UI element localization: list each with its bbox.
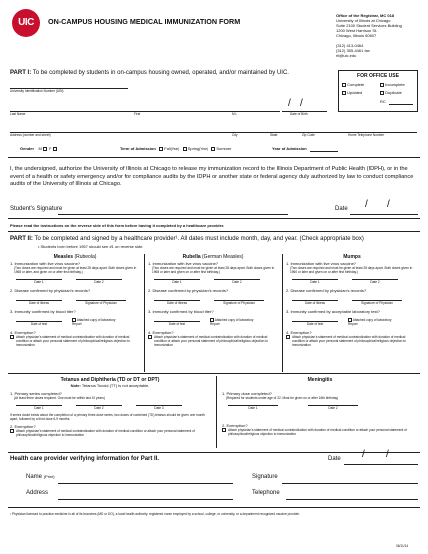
part2-heading (10, 236, 364, 243)
part1-label: PART I: (10, 70, 32, 76)
rubella-exemption (148, 335, 278, 347)
spring-year-hint: (Year) (199, 147, 208, 151)
measles-test-date (16, 318, 62, 326)
address-line: University of Illinois at Chicago (336, 18, 391, 23)
rc-line (389, 104, 413, 105)
provider-signature-input[interactable] (282, 475, 418, 484)
date-slash-2: / (386, 449, 389, 460)
mumps-q1: 1. Immunization with live virus vaccine? (286, 261, 357, 266)
fall-label: Fall (164, 146, 171, 151)
mumps-test-date (292, 318, 338, 326)
uin-input[interactable] (10, 82, 128, 89)
gender-label: Gender (20, 146, 35, 151)
fall-checkbox[interactable] (159, 147, 163, 151)
column-divider (282, 254, 283, 372)
gender-f-label: F (49, 146, 52, 151)
office-updated (342, 90, 362, 95)
mumps-title: Mumps (343, 254, 361, 260)
spring-checkbox[interactable] (183, 147, 187, 151)
term-group (120, 146, 231, 151)
physician-sig-label: Signature of Physician (223, 301, 255, 305)
measles-illness-date (16, 300, 62, 305)
address-input[interactable] (10, 126, 417, 133)
date-label: Date 2 (94, 406, 104, 410)
gender-f-checkbox[interactable] (53, 147, 57, 151)
meningitis-exemption (222, 428, 418, 436)
rubella-subtitle: (German Measles) (202, 254, 244, 260)
date-label: Date 1 (248, 406, 258, 410)
illness-date-label: Date of illness (28, 301, 50, 305)
meningitis-q1-note: (Required for students under age of 22. Must be given on or after 16th birthday) (226, 396, 339, 400)
city-label: City (232, 133, 238, 137)
instructions-note: Please read the instructions on the reverse side of this form before having it completed by a healthcare provider. (10, 223, 225, 228)
student-date-label: Date (335, 206, 348, 212)
meningitis-section (222, 377, 418, 436)
form-title: ON-CAMPUS HOUSING MEDICAL IMMUNIZATION FORM (48, 17, 241, 26)
summer-checkbox[interactable] (211, 147, 215, 151)
print-hint: (Print) (43, 474, 55, 479)
measles-date1 (16, 279, 62, 284)
duplicate-label: Duplicate (385, 90, 402, 95)
provider-title: Health care provider verifying information for Part II. (10, 456, 160, 462)
measles-section (10, 254, 140, 347)
year-admission-label: Year of Admission (272, 146, 307, 151)
student-signature-label: Student's Signature (10, 206, 63, 212)
tetanus-q1-note: (At least three doses required. One must be within last 10 years) (14, 396, 105, 400)
authorization-statement: I, the undersigned, authorize the University of Illinois at Chicago to release my immunization record to the Illinois Department of Public Health (IDPH), or in the event of a health or safety emergency and/or for compliance audits by the IDPH or another state or federal agency duly authorized by law to conduct compliance audits of the University of Illinois at Chicago. (10, 166, 414, 188)
first-name-label: First (134, 112, 141, 116)
provider-address-label: Address (26, 490, 49, 496)
tetanus-date3 (136, 405, 182, 410)
provider-address-input[interactable] (58, 491, 233, 500)
exemption-text: Attach physician's statement of medical contraindication with duration of medical condition or attach your personal statement of philosophical/religious objection to immunization (16, 429, 195, 437)
divider (8, 507, 420, 508)
complete-checkbox[interactable] (342, 83, 346, 87)
rc-label: RC (380, 99, 386, 104)
rubella-q1-note: (Two doses are required and must be given at least 28 days apart. Both doses given in 1968 or later and given on or after first birthday.) (152, 266, 275, 274)
email-address: rtl@uic.edu (336, 53, 357, 58)
measles-subtitle: (Rubeola) (74, 254, 97, 260)
date-label: Date 1 (34, 280, 44, 284)
test-date-label: Date of test (168, 322, 186, 326)
date-label: Date 1 (310, 280, 320, 284)
exemption-text: Attach physician's statement of medical contraindication with duration of medical condition or attach your personal statement of philosophical/religious objection to immunization (292, 335, 406, 348)
measles-date2 (76, 279, 122, 284)
rubella-lab-report (210, 318, 260, 326)
column-divider (216, 376, 217, 448)
rubella-date2 (214, 279, 260, 284)
office-incomplete (380, 82, 405, 87)
tetanus-date2 (76, 405, 122, 410)
divider (8, 218, 420, 219)
tetanus-q1: 1. Primary series completed? (10, 391, 62, 396)
name-input[interactable] (10, 105, 280, 112)
duplicate-checkbox[interactable] (380, 91, 384, 95)
address-line: 1200 West Harrison St. (336, 28, 378, 33)
rubella-physician-sig (214, 300, 264, 305)
test-date-label: Date of test (30, 322, 48, 326)
dob-input[interactable] (282, 105, 327, 112)
uin-label: University Identification Number (UIN) (10, 89, 64, 93)
meningitis-date1 (228, 405, 278, 410)
physician-sig-label: Signature of Physician (85, 301, 117, 305)
exemption-text: Attach physician's statement of medical contraindication with duration of medical condition or attach your personal statement of philosophical/religious objection to immunization (16, 335, 130, 348)
address-line: Chicago, Illinois 60607 (336, 33, 377, 38)
part1-text: To be completed by students in on-campus housing owned, operated, and/or maintained by UIC. (32, 70, 289, 76)
date-slash-1: / (365, 199, 368, 210)
tetanus-exemption (10, 429, 210, 437)
provider-signature-label: Signature (252, 474, 278, 480)
measles-q1: 1. Immunization with live virus vaccine? (10, 261, 81, 266)
divider (8, 452, 420, 453)
summer-label: Summer (216, 146, 232, 151)
mumps-exemption (286, 335, 418, 347)
updated-label: Updated (347, 90, 363, 95)
office-duplicate (380, 90, 402, 95)
mumps-physician-sig (352, 300, 402, 305)
test-date-label: Date of test (306, 322, 324, 326)
mumps-q4: 4. Exemption? (286, 330, 312, 336)
mumps-q3: 3. Immunity confirmed by acceptable laboratory test? (286, 309, 380, 314)
office-use-box (338, 70, 418, 112)
divider (8, 373, 420, 374)
divider (8, 231, 420, 232)
last-name-label: Last Name (10, 112, 26, 116)
fax-number: (312) 355-4461 fax (336, 48, 370, 53)
mi-label: M.I. (232, 112, 238, 116)
exemption-text: Attach physician's statement of medical contraindication with duration of medical condition or attach your personal statement of philosophical/religious objection to immunization (228, 428, 407, 436)
rubella-q1: 1. Immunization with live virus vaccine? (148, 261, 219, 266)
zip-label: Zip Code (302, 133, 315, 137)
provider-footnote: ¹ Physician licensed to practice medicine in all of its branches (MD or DO), a local health authority, registered nurse employed by a school, college, or university, or a department recognized vaccine provider. (10, 512, 300, 516)
tetanus-note-label: Note: (70, 383, 81, 388)
rubella-section (148, 254, 278, 347)
mumps-section (286, 254, 418, 347)
student-date-input[interactable] (350, 206, 418, 215)
measles-q3: 3. Immunity confirmed by blood titer? (10, 309, 76, 314)
provider-telephone-input[interactable] (286, 491, 418, 500)
mumps-q1-note: (Two doses are required and must be given at least 28 days apart. Both doses given in 1960 or later and given on or after first birthday.) (290, 266, 413, 274)
lab-report-label: Attached copy of laboratory Report (348, 318, 392, 327)
date-label: Date 2 (94, 280, 104, 284)
exemption-checkbox[interactable] (10, 429, 14, 433)
measles-q2: 2. Disease confirmed by physician's records? (10, 288, 91, 293)
rubella-q2: 2. Disease confirmed by physician's records? (148, 288, 229, 293)
uic-logo: UIC (12, 9, 40, 37)
rubella-date1 (154, 279, 200, 284)
provider-telephone-label: Telephone (252, 490, 280, 496)
dob-slash-1: / (288, 98, 291, 109)
mumps-date1 (292, 279, 338, 284)
phone-number: (312) 413-0464 (336, 43, 364, 48)
date-label: Date 2 (328, 406, 338, 410)
mumps-q2: 2. Disease confirmed by physician's records? (286, 288, 367, 293)
incomplete-label: Incomplete (385, 82, 405, 87)
year-admission-input[interactable] (310, 145, 338, 152)
meningitis-q2: 2. Exemption? (222, 423, 248, 428)
date-label: Date 1 (172, 280, 182, 284)
office-use-title: FOR OFFICE USE (357, 73, 399, 79)
column-divider (144, 254, 145, 372)
measles-title: Measles (53, 254, 74, 260)
exemption-checkbox[interactable] (222, 428, 226, 432)
spring-label: Spring (187, 146, 200, 151)
provider-date-label: Date (328, 456, 341, 462)
lab-report-label: Attached copy of laboratory Report (210, 318, 254, 327)
state-label: State (270, 133, 278, 137)
gender-m-checkbox[interactable] (43, 147, 47, 151)
part2-note: • Students born before 1957 should see #1 on reverse side. (38, 244, 144, 249)
mumps-date2 (352, 279, 398, 284)
office-name: Office of the Registrar, MC 018 (336, 13, 395, 18)
tetanus-date1 (16, 405, 62, 410)
exemption-checkbox[interactable] (10, 335, 14, 339)
rubella-test-date (154, 318, 200, 326)
tetanus-note: Tetanus Toxoid (TT) is not acceptable. (81, 383, 150, 388)
date-label: Date 2 (232, 280, 242, 284)
provider-name-input[interactable] (58, 475, 233, 484)
date-label: Date 3 (154, 406, 164, 410)
date-slash-1: / (362, 449, 365, 460)
rubella-title: Rubella (182, 254, 201, 260)
address-line: Suite 2100 Student Services Building (336, 23, 402, 28)
illness-date-label: Date of illness (166, 301, 188, 305)
divider (8, 157, 420, 158)
office-complete (342, 82, 364, 87)
incomplete-checkbox[interactable] (380, 83, 384, 87)
lab-report-label: Attached copy of laboratory Report (72, 318, 116, 327)
revision-date: 06/11/14 (396, 544, 409, 548)
date-label: Date 1 (34, 406, 44, 410)
tetanus-section (10, 377, 210, 437)
dob-label: Date of Birth (290, 112, 308, 116)
measles-q4: 4. Exemption? (10, 330, 36, 336)
provider-name-label: Name (26, 474, 43, 480)
rubella-illness-date (154, 300, 200, 305)
tetanus-q2: 2. Exemption? (10, 424, 36, 429)
tetanus-series-note: If series doubt exists about the completion of a primary three-dose series, two doses of combined (TD) tetanus should be given one month apart, followed by a third dose 6-9 months. (10, 413, 205, 421)
address-label: Address (number and street) (10, 133, 51, 137)
exemption-text: Attach physician's statement of medical contraindication with duration of medical condition or attach your personal statement of philosophical/religious objection to immunization (154, 335, 268, 348)
measles-lab-report (72, 318, 122, 326)
meningitis-title: Meningitis (307, 377, 333, 383)
exemption-checkbox[interactable] (286, 335, 290, 339)
provider-date-input[interactable] (344, 456, 418, 465)
home-phone-label: Home Telephone Number (348, 133, 385, 137)
updated-checkbox[interactable] (342, 91, 346, 95)
meningitis-q1: 1. Primary dose completed? (222, 391, 272, 396)
gender-group (20, 146, 57, 151)
fall-year-hint: (Year) (170, 147, 180, 151)
measles-q1-note: (Two doses are required and must be given at least 28 days apart. Both doses given in 1968 or later, and given on or after first birthday.) (14, 266, 137, 274)
exemption-checkbox[interactable] (148, 335, 152, 339)
gender-m-label: M (38, 146, 42, 151)
mumps-lab-report (348, 318, 398, 326)
registrar-contact (336, 13, 426, 58)
measles-physician-sig (76, 300, 126, 305)
date-label: Date 2 (370, 280, 380, 284)
part1-heading (10, 70, 289, 77)
dob-slash-2: / (300, 98, 303, 109)
date-slash-2: / (387, 199, 390, 210)
physician-sig-label: Signature of Physician (361, 301, 393, 305)
complete-label: Complete (347, 82, 365, 87)
illness-date-label: Date of illness (304, 301, 326, 305)
mumps-illness-date (292, 300, 338, 305)
student-signature-input[interactable] (58, 206, 288, 215)
part2-text: To be completed and signed by a healthcare provider¹. All dates must include month, day, and year. (Check appropriate box) (34, 236, 364, 242)
provider-name-group (26, 474, 55, 481)
rubella-q3: 3. Immunity confirmed by blood titer? (148, 309, 214, 314)
meningitis-date2 (308, 405, 358, 410)
measles-exemption (10, 335, 140, 347)
rubella-q4: 4. Exemption? (148, 330, 174, 336)
term-label: Term of Admission (120, 146, 156, 151)
tetanus-title: Tetanus and Diphtheria (TD or DT or DPT) (60, 377, 160, 383)
office-rc (380, 99, 386, 104)
part2-label: PART II: (10, 236, 33, 242)
